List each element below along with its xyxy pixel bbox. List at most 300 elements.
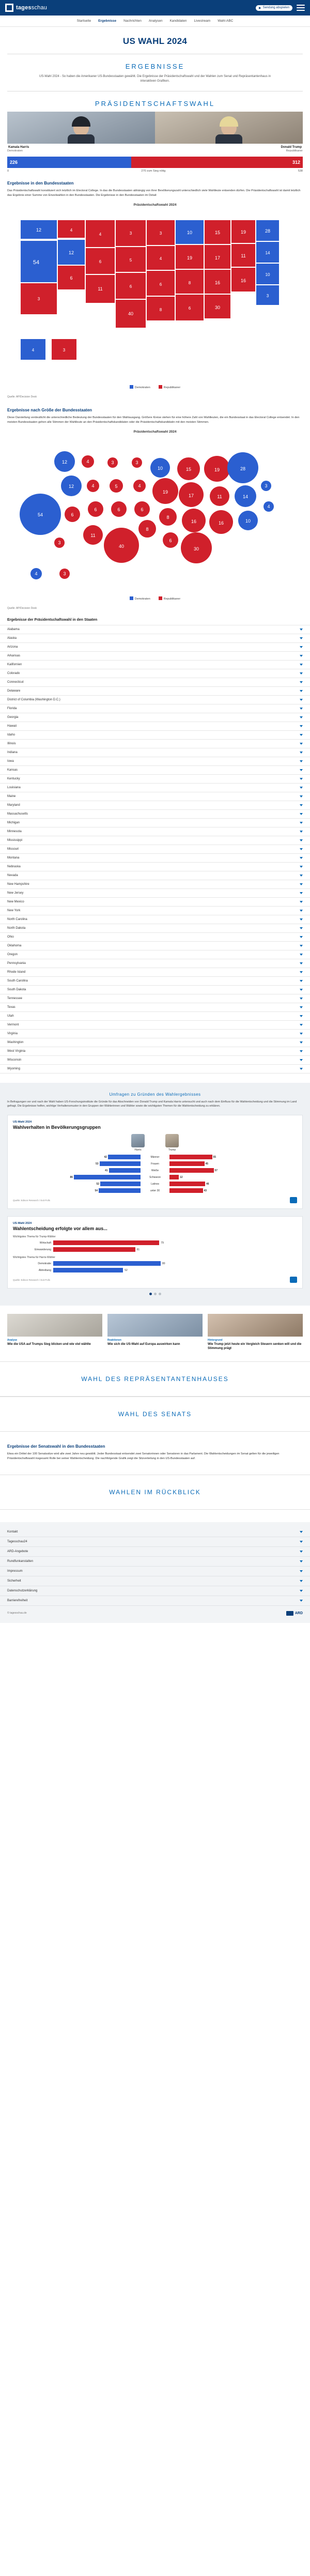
state-name: Iowa	[7, 759, 14, 763]
state-accordion-row[interactable]	[0, 678, 310, 687]
state-accordion-row[interactable]	[0, 898, 310, 907]
state-accordion-row[interactable]	[0, 775, 310, 784]
state-accordion-row[interactable]	[0, 950, 310, 959]
map2-title: Ergebnisse nach Größe der Bundesstaaten	[7, 407, 92, 412]
state-name: Washington	[7, 1040, 24, 1044]
svg-text:10: 10	[187, 229, 193, 235]
trump-portrait	[155, 112, 303, 144]
svg-text:6: 6	[188, 305, 191, 311]
chevron-down-icon	[300, 646, 303, 648]
teaser-thumbnail	[7, 1314, 102, 1337]
nav-item-startseite[interactable]: Startseite	[76, 19, 91, 23]
footer-link-label: Tagesschau24	[7, 1540, 27, 1543]
share-icon[interactable]	[290, 1197, 297, 1203]
svg-text:3: 3	[63, 347, 66, 352]
svg-text:4: 4	[35, 571, 38, 576]
svg-text:12: 12	[68, 250, 74, 255]
card-eyebrow: US-Wahl 2024	[13, 1222, 32, 1225]
chart-row: Wirtschaft 79	[39, 1241, 164, 1245]
footer-link-row[interactable]	[0, 1576, 310, 1586]
chevron-down-icon	[300, 1068, 303, 1070]
chevron-down-icon	[300, 839, 303, 841]
state-accordion-row[interactable]	[0, 740, 310, 748]
svg-text:12: 12	[36, 227, 42, 233]
nav-item-nachrichten[interactable]: Nachrichten	[123, 19, 142, 23]
demographics-chart	[13, 1155, 297, 1193]
state-name: Louisiana	[7, 786, 21, 789]
footer-link-label: ARD-Angebote	[7, 1550, 28, 1553]
chevron-down-icon	[300, 672, 303, 674]
card-candidate-heads	[13, 1134, 297, 1152]
svg-text:3: 3	[129, 231, 132, 236]
state-accordion-row[interactable]	[0, 669, 310, 678]
footer-link-row[interactable]	[0, 1586, 310, 1596]
footer-link-row[interactable]	[0, 1547, 310, 1557]
candidate-trump	[155, 112, 303, 156]
chevron-down-icon	[300, 1600, 303, 1602]
footer	[0, 1522, 310, 1623]
svg-text:4: 4	[99, 232, 102, 237]
legend-swatch-republicans	[159, 385, 162, 389]
presidential-heading: PRÄSIDENTSCHAFTSWAHL	[95, 100, 215, 108]
tagesschau-logo[interactable]	[5, 4, 47, 12]
footer-links	[0, 1527, 310, 1606]
svg-text:8: 8	[159, 307, 162, 312]
chevron-down-icon	[300, 1560, 303, 1562]
footer-link-row[interactable]	[0, 1596, 310, 1606]
chevron-down-icon	[300, 1050, 303, 1052]
usa-choropleth-map[interactable]	[0, 208, 310, 393]
map1-legend	[7, 383, 303, 390]
chevron-down-icon	[300, 628, 303, 631]
survey-card-demographics	[7, 1115, 303, 1209]
surveys-section	[0, 1083, 310, 1306]
card-title: Wahlverhalten in Bevölkerungsgruppen	[13, 1125, 101, 1130]
state-name: New Jersey	[7, 891, 24, 895]
svg-text:17: 17	[214, 255, 221, 260]
electoral-scale	[7, 170, 303, 173]
svg-text:8: 8	[146, 526, 149, 532]
teaser-row	[0, 1306, 310, 1361]
state-accordion-row[interactable]	[0, 1065, 310, 1074]
nav-item-wahl-abc[interactable]: Wahl-ABC	[218, 19, 234, 23]
scale-right: 538	[298, 170, 303, 173]
state-accordion-row[interactable]	[0, 792, 310, 801]
svg-text:3: 3	[135, 459, 138, 465]
footer-copyright: © tagesschau.de	[7, 1612, 27, 1615]
state-name: South Carolina	[7, 979, 28, 983]
chevron-down-icon	[300, 1541, 303, 1543]
chevron-down-icon	[300, 804, 303, 806]
teaser-kicker: Analyse	[7, 1339, 18, 1342]
state-name: North Carolina	[7, 917, 27, 921]
teaser-item[interactable]	[208, 1314, 303, 1351]
carousel-dot[interactable]	[149, 1293, 152, 1295]
chart-row: Demokratie 80	[38, 1262, 165, 1265]
svg-text:3: 3	[37, 296, 40, 301]
state-name: Georgia	[7, 715, 19, 719]
chevron-down-icon	[300, 778, 303, 780]
map1-text: Das Präsidentschaftswahl konstituiert sich letztlich im Electoral College. In das die Bundesstaaten abhängig von ihrer Bevölkerungszahl unterschiedlich viele Wahlleute entsenden dürfen. Die Präsidentschaftswahl ist damit letztlich das Ergebnis einer Summe von Einzelwahlen in den Bundesstaaten. Die Ergebnisse in den Bundesstaaten im Detail:	[7, 189, 301, 197]
scale-left: 0	[7, 170, 9, 173]
state-name: Montana	[7, 856, 20, 860]
state-accordion-row[interactable]	[0, 827, 310, 836]
nav-item-livestream[interactable]: Livestream	[194, 19, 211, 23]
history-banner: WAHLEN IM RÜCKBLICK	[0, 1475, 310, 1510]
card-subhead-1: Wichtigstes Thema für Trump-Wähler	[13, 1235, 56, 1239]
map1-title: Ergebnisse in den Bundesstaaten	[7, 181, 74, 186]
svg-text:6: 6	[159, 282, 162, 287]
state-name: Texas	[7, 1005, 16, 1009]
svg-text:6: 6	[70, 275, 73, 281]
state-name: North Dakota	[7, 926, 26, 930]
chevron-down-icon	[300, 971, 303, 973]
carousel-dot[interactable]	[154, 1293, 157, 1295]
teaser-item[interactable]	[7, 1314, 102, 1351]
chevron-down-icon	[300, 848, 303, 850]
state-accordion-row[interactable]	[0, 652, 310, 661]
state-accordion-row[interactable]	[0, 766, 310, 775]
state-name: Nebraska	[7, 865, 21, 868]
state-accordion-row[interactable]	[0, 625, 310, 634]
state-accordion-row[interactable]	[0, 643, 310, 652]
ard-label: ARD	[295, 1611, 303, 1615]
harris-electoral-votes: 226	[7, 157, 131, 168]
state-accordion-row[interactable]	[0, 880, 310, 889]
chevron-down-icon	[300, 690, 303, 692]
chevron-down-icon	[300, 1551, 303, 1553]
footer-link-row[interactable]	[0, 1537, 310, 1547]
congress-title: Ergebnisse der Senatswahl in den Bundesstaaten	[7, 1444, 105, 1449]
state-name: Nevada	[7, 873, 18, 877]
state-name: Maryland	[7, 803, 20, 807]
state-accordion-row[interactable]	[0, 810, 310, 819]
ard-square-icon	[286, 1611, 293, 1616]
svg-text:5: 5	[129, 257, 132, 263]
svg-text:11: 11	[90, 532, 96, 538]
map1-text-block	[0, 181, 310, 198]
legend-swatch-democrats	[130, 596, 133, 600]
teaser-kicker: Reaktionen	[107, 1339, 121, 1342]
chevron-down-icon	[300, 989, 303, 991]
svg-text:10: 10	[245, 518, 251, 524]
state-accordion-row[interactable]	[0, 713, 310, 722]
chevron-down-icon	[300, 866, 303, 868]
chart-row: Abtreibung 52	[38, 1268, 128, 1272]
chevron-down-icon	[300, 813, 303, 815]
svg-text:15: 15	[214, 229, 221, 235]
state-name: Wyoming	[7, 1067, 20, 1070]
teaser-item[interactable]	[107, 1314, 203, 1351]
footer-link-label: Barrierefreiheit	[7, 1599, 28, 1602]
state-name: Alaska	[7, 636, 17, 640]
state-accordion-row[interactable]	[0, 836, 310, 845]
svg-text:6: 6	[99, 259, 102, 264]
state-name: Kentucky	[7, 777, 20, 780]
chart-row: 53 Frauen 45	[95, 1162, 209, 1166]
map2-label: Präsidentschaftswahl 2024	[133, 430, 177, 434]
svg-text:5: 5	[115, 483, 118, 489]
svg-text:11: 11	[217, 494, 222, 499]
state-name: Vermont	[7, 1023, 19, 1026]
state-accordion-row[interactable]	[0, 1047, 310, 1056]
legend-swatch-democrats	[130, 385, 133, 389]
svg-text:6: 6	[117, 507, 120, 512]
state-accordion-row[interactable]	[0, 959, 310, 968]
chevron-down-icon	[300, 1033, 303, 1035]
svg-text:30: 30	[214, 304, 221, 310]
carousel-dots[interactable]	[7, 1293, 303, 1295]
chevron-down-icon	[300, 1590, 303, 1592]
state-accordion-row[interactable]	[0, 933, 310, 942]
state-accordion-row[interactable]	[0, 704, 310, 713]
scale-mid: 270 zum Sieg nötig	[141, 170, 166, 173]
state-accordion-row[interactable]	[0, 634, 310, 643]
play-broadcast-button[interactable]	[256, 5, 292, 11]
svg-text:3: 3	[265, 483, 268, 488]
state-accordion-row[interactable]	[0, 994, 310, 1003]
teaser-title: Wie sich die US-Wahl auf Europa auswirken kann	[107, 1343, 180, 1346]
nav-item-analysen[interactable]: Analysen	[148, 19, 163, 23]
state-accordion-row[interactable]	[0, 1056, 310, 1065]
state-name: Rhode Island	[7, 970, 26, 974]
carousel-dot[interactable]	[159, 1293, 161, 1295]
surveys-heading: Umfragen zu Gründen des Wahlergebnisses	[109, 1092, 201, 1097]
state-accordion-row[interactable]	[0, 661, 310, 669]
state-name: District of Columbia (Washington D.C.)	[7, 698, 60, 701]
state-accordion-row[interactable]	[0, 784, 310, 792]
chevron-down-icon	[300, 1006, 303, 1008]
card-source: Quelle: Edison Research / Exit Polls	[13, 1199, 51, 1202]
congress-text-block	[0, 1432, 310, 1475]
svg-text:3: 3	[266, 293, 269, 298]
usa-bubble-map[interactable]	[0, 435, 310, 605]
map2-source: Quelle: AP/Decision Desk	[7, 606, 37, 610]
state-accordion-row[interactable]	[0, 968, 310, 977]
topics-chart-trump	[13, 1240, 297, 1252]
chevron-down-icon	[300, 1059, 303, 1061]
footer-link-row[interactable]	[0, 1557, 310, 1567]
svg-text:4: 4	[91, 483, 95, 488]
state-accordion-row[interactable]	[0, 819, 310, 827]
state-accordion-row[interactable]	[0, 1021, 310, 1030]
state-name: Michigan	[7, 821, 20, 824]
ard-logo[interactable]	[286, 1611, 303, 1616]
state-name: Arizona	[7, 645, 18, 649]
chevron-down-icon	[300, 927, 303, 929]
state-accordion-row[interactable]	[0, 924, 310, 933]
head-label-trump: Trump	[168, 1148, 176, 1152]
footer-link-row[interactable]	[0, 1527, 310, 1537]
usa-map-svg[interactable]	[7, 210, 303, 380]
svg-text:8: 8	[188, 280, 191, 285]
hamburger-icon[interactable]	[297, 5, 305, 11]
svg-text:19: 19	[162, 489, 168, 495]
chart-row: 41 Weiße 57	[104, 1169, 218, 1172]
teaser-title: Wie Trump jetzt heute ein Vergleich Steuern senken will und die Stimmung prägt	[208, 1343, 302, 1351]
usa-bubble-svg[interactable]	[7, 437, 303, 592]
state-name: South Dakota	[7, 988, 26, 991]
chart-row: 86 Schwarze 12	[70, 1175, 183, 1179]
chevron-down-icon	[300, 822, 303, 824]
surveys-intro: In Befragungen vor und nach der Wahl haben US-Forschungsinstitute die Gründe für das Abschneiden von Donald Trump und Kamala Harris untersucht und auch nach dem Einfluss für die Wahlentscheidung und die Stimmung im Land gefragt. Die Ergebnisse helfen, wichtige Verhaltensmuster in den Gruppen der Wählerinnen und Wähler sowie die wichtigsten Themen für die Wahlentscheidung zu erklären.	[7, 1100, 297, 1108]
state-accordion-row[interactable]	[0, 1003, 310, 1012]
svg-text:17: 17	[188, 493, 194, 498]
legend-label-democrats: Demokraten	[134, 597, 150, 601]
chevron-down-icon	[300, 962, 303, 964]
harris-thumb	[131, 1134, 145, 1147]
state-accordion-row[interactable]	[0, 977, 310, 986]
trump-electoral-votes: 312	[131, 157, 303, 168]
chevron-down-icon	[300, 743, 303, 745]
state-accordion-row[interactable]	[0, 907, 310, 915]
svg-text:10: 10	[265, 272, 270, 277]
chevron-down-icon	[300, 752, 303, 754]
chevron-down-icon	[300, 883, 303, 885]
state-name: Oklahoma	[7, 944, 22, 947]
trump-thumb	[165, 1134, 179, 1147]
state-accordion-row[interactable]	[0, 889, 310, 898]
chevron-down-icon	[300, 1015, 303, 1017]
map2-text: Diese Darstellung verdeutlicht die unterschiedliche Bedeutung der Bundesstaaten für den Wahlausgang. Größere Kreise stehen für eine höhere Zahl von Wahlleuten, die ein Bundesstaat in das Electoral College entsendet. In den meisten Bundesstaaten gehen alle Stimmen der Wahlleute an den Präsidentschaftskandidaten oder die Präsidentschaftskandidatin mit den meisten Stimmen.	[7, 416, 300, 424]
teaser-kicker: Hintergrund	[208, 1339, 223, 1342]
chevron-down-icon	[300, 901, 303, 903]
results-intro: US-Wahl 2024 - So haben die Amerikaner US-Bundesstaaten gewählt. Die Ergebnisse der Präsidentschaftswahl und der Wahlen zum Senat und Repräsentantenhaus in interaktiven Grafiken.	[39, 75, 271, 83]
state-name: Hawaii	[7, 724, 17, 728]
chevron-down-icon	[300, 1531, 303, 1533]
svg-text:16: 16	[191, 518, 197, 524]
svg-text:12: 12	[68, 483, 74, 489]
state-name: Mississippi	[7, 838, 23, 842]
chevron-down-icon	[300, 1024, 303, 1026]
svg-text:54: 54	[37, 512, 43, 517]
chevron-down-icon	[300, 725, 303, 727]
logo-square-icon	[5, 4, 13, 12]
chevron-down-icon	[300, 760, 303, 762]
chevron-down-icon	[300, 1570, 303, 1572]
state-name: New Mexico	[7, 900, 24, 903]
chevron-down-icon	[300, 831, 303, 833]
svg-text:4: 4	[86, 458, 89, 464]
state-accordion-row[interactable]	[0, 696, 310, 704]
svg-text:4: 4	[159, 256, 162, 261]
chevron-down-icon	[300, 954, 303, 956]
state-accordion-row[interactable]	[0, 731, 310, 740]
state-accordion-row[interactable]	[0, 942, 310, 950]
svg-text:28: 28	[240, 466, 246, 471]
teaser-thumbnail	[208, 1314, 303, 1337]
state-accordion-row[interactable]	[0, 1030, 310, 1038]
section-nav	[0, 16, 310, 27]
state-name: Utah	[7, 1014, 14, 1018]
state-name: Minnesota	[7, 830, 22, 833]
state-name: Connecticut	[7, 680, 24, 684]
nav-item-kandidaten[interactable]: Kandidaten	[169, 19, 187, 23]
share-icon[interactable]	[290, 1277, 297, 1283]
footer-link-label: Impressum	[7, 1569, 23, 1573]
chevron-down-icon	[300, 857, 303, 859]
survey-card-topics	[7, 1216, 303, 1289]
state-accordion-row[interactable]	[0, 845, 310, 854]
state-accordion-row[interactable]	[0, 854, 310, 863]
svg-text:14: 14	[265, 250, 270, 255]
chevron-down-icon	[300, 716, 303, 718]
state-accordion-row[interactable]	[0, 748, 310, 757]
chevron-down-icon	[300, 769, 303, 771]
state-accordion-row[interactable]	[0, 757, 310, 766]
footer-bottom	[0, 1606, 310, 1623]
state-list-title: Ergebnisse der Präsidentschaftswahl in den Staaten	[7, 618, 98, 622]
svg-text:6: 6	[129, 284, 132, 289]
chevron-down-icon	[300, 1580, 303, 1582]
svg-text:54: 54	[33, 259, 40, 266]
chevron-down-icon	[300, 699, 303, 701]
chevron-down-icon	[300, 637, 303, 639]
legend-label-democrats: Demokraten	[134, 386, 150, 389]
map2-legend	[7, 594, 303, 602]
svg-text:30: 30	[193, 546, 199, 551]
chart-row: 54 unter 30 43	[95, 1189, 207, 1192]
state-name: Pennsylvania	[7, 961, 26, 965]
state-accordion-row[interactable]	[0, 986, 310, 994]
state-name: Colorado	[7, 671, 20, 675]
play-broadcast-label: Sendung abspielen	[262, 6, 289, 9]
svg-text:3: 3	[159, 231, 162, 236]
state-accordion-row[interactable]	[0, 801, 310, 810]
chevron-down-icon	[300, 910, 303, 912]
state-accordion-row[interactable]	[0, 871, 310, 880]
svg-text:4: 4	[267, 503, 270, 509]
play-icon: ▶	[258, 6, 261, 10]
svg-text:3: 3	[111, 459, 114, 465]
chart-row: 42 Männer 55	[104, 1155, 216, 1159]
state-name: Massachusetts	[7, 812, 28, 816]
svg-text:12: 12	[61, 459, 68, 465]
chevron-down-icon	[300, 998, 303, 1000]
state-accordion-row[interactable]	[0, 915, 310, 924]
state-accordion-row[interactable]	[0, 1012, 310, 1021]
svg-text:11: 11	[241, 253, 246, 258]
state-accordion-row[interactable]	[0, 687, 310, 696]
state-name: Missouri	[7, 847, 19, 851]
svg-text:14: 14	[242, 494, 249, 499]
chevron-down-icon	[300, 655, 303, 657]
state-accordion-row[interactable]	[0, 722, 310, 731]
footer-link-row[interactable]	[0, 1567, 310, 1576]
card-subhead-2: Wichtigstes Thema für Harris-Wähler	[13, 1256, 55, 1260]
svg-text:3: 3	[63, 571, 66, 576]
legend-label-republicans: Republikaner	[163, 386, 181, 389]
state-accordion-row[interactable]	[0, 863, 310, 871]
topics-chart-harris	[13, 1261, 297, 1272]
chevron-down-icon	[300, 708, 303, 710]
state-name: Alabama	[7, 627, 20, 631]
nav-item-ergebnisse[interactable]: Ergebnisse	[98, 19, 117, 23]
footer-link-label: Datenschutzerklärung	[7, 1589, 38, 1592]
state-name: Maine	[7, 794, 16, 798]
results-heading: ERGEBNISSE	[125, 63, 185, 70]
logo-brand-bold: tages	[16, 5, 32, 11]
top-bar	[0, 0, 310, 16]
svg-text:16: 16	[214, 280, 221, 285]
house-banner: WAHL DES REPRÄSENTANTENHAUSES	[0, 1361, 310, 1397]
svg-text:8: 8	[166, 514, 169, 520]
svg-text:28: 28	[265, 228, 271, 234]
state-accordion-row[interactable]	[0, 1038, 310, 1047]
map1-source: Quelle: AP/Decision Desk	[7, 395, 37, 398]
state-name: Virginia	[7, 1032, 18, 1035]
svg-text:6: 6	[169, 538, 172, 543]
